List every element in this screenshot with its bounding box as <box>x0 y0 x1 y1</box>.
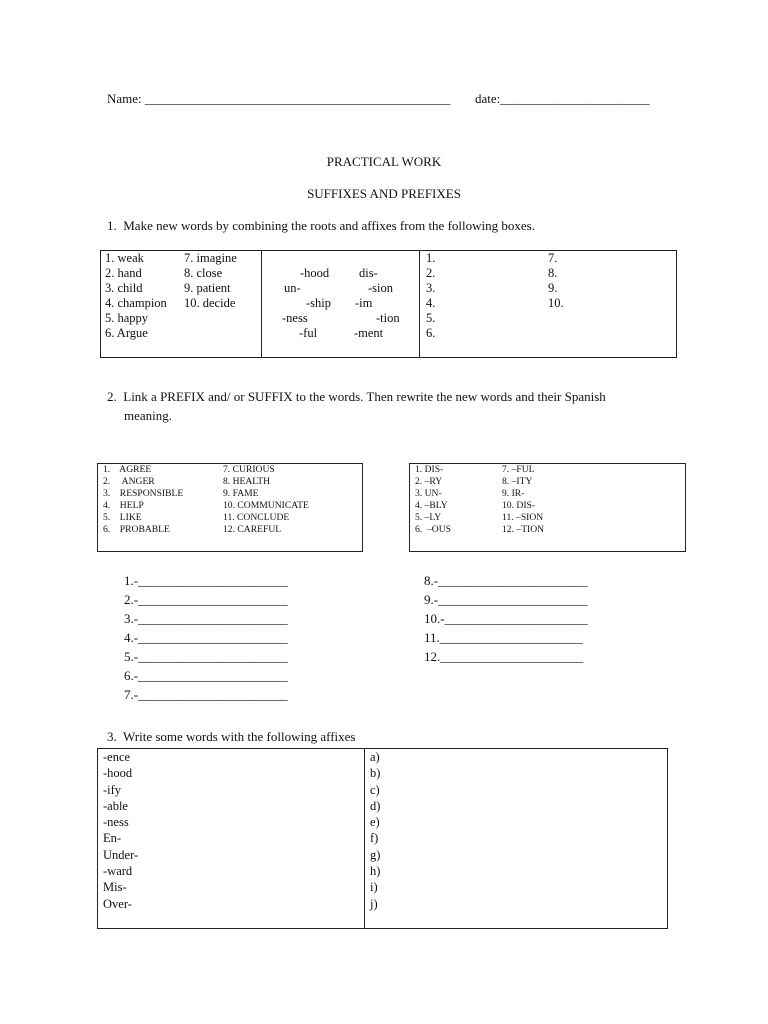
exercise2-affixes-right <box>502 464 544 536</box>
answer-slot[interactable]: 3. <box>426 281 436 295</box>
affix-item: -ment <box>354 326 384 340</box>
affix-item: 7. –FUL <box>502 464 535 475</box>
answer-slot[interactable]: 1. <box>426 251 436 265</box>
answer-slot[interactable]: 9. <box>548 281 558 295</box>
answer-slot[interactable]: g) <box>370 847 381 862</box>
affix-item: -sion <box>368 281 393 295</box>
affix-item: En- <box>103 831 122 846</box>
root-item: 10. decide <box>184 296 236 310</box>
word-item: 5. LIKE <box>103 512 142 523</box>
affix-item: -ify <box>103 782 122 797</box>
root-item: 3. child <box>105 281 143 295</box>
page-title: PRACTICAL WORK <box>326 154 442 169</box>
root-item: 8. close <box>184 266 223 280</box>
word-item: 10. COMMUNICATE <box>223 500 309 511</box>
answer-slot[interactable]: 5. <box>426 311 436 325</box>
answer-line[interactable]: 9.-_______________________ <box>424 592 588 607</box>
affix-item: -ward <box>103 864 133 879</box>
affix-item: dis- <box>359 266 378 280</box>
answer-line[interactable]: 6.-_______________________ <box>124 668 288 683</box>
affix-item: 2. –RY <box>415 476 443 487</box>
affix-item: -ness <box>103 815 129 830</box>
root-item: 1. weak <box>105 251 144 265</box>
affix-item: -ness <box>282 311 308 325</box>
affix-item: 5. –LY <box>415 512 442 523</box>
page-subtitle: SUFFIXES AND PREFIXES <box>307 186 461 201</box>
exercise1-instruction: 1. Make new words by combining the roots and affixes from the following boxes. <box>107 218 535 233</box>
answer-slot[interactable]: b) <box>370 766 381 781</box>
affix-item: -im <box>355 296 373 310</box>
exercise2-words-right <box>223 464 309 536</box>
word-item: 4. HELP <box>103 500 144 511</box>
answer-slot[interactable]: j) <box>370 896 378 911</box>
exercise2-words-left <box>103 464 183 536</box>
affix-item: -hood <box>103 766 133 781</box>
date-field[interactable]: date:_______________________ <box>475 91 650 106</box>
word-item: 1. AGREE <box>103 464 152 475</box>
answer-line[interactable]: 2.-_______________________ <box>124 592 288 607</box>
answer-slot[interactable]: f) <box>370 831 379 846</box>
root-item: 2. hand <box>105 266 142 280</box>
exercise1-divider-1 <box>261 250 262 358</box>
answer-line[interactable]: 1.-_______________________ <box>124 573 288 588</box>
answer-slot[interactable]: c) <box>370 782 380 797</box>
exercise1-divider-2 <box>419 250 420 358</box>
affix-item: 9. IR- <box>502 488 525 499</box>
answer-line[interactable]: 7.-_______________________ <box>124 687 288 702</box>
answer-line[interactable]: 4.-_______________________ <box>124 630 288 645</box>
affix-item: 12. –TION <box>502 524 545 535</box>
word-item: 9. FAME <box>223 488 259 499</box>
root-item: 9. patient <box>184 281 231 295</box>
word-item: 11. CONCLUDE <box>223 512 290 523</box>
exercise3-table <box>97 748 668 929</box>
affix-item: 11. –SION <box>502 512 544 523</box>
answer-slot[interactable]: 4. <box>426 296 436 310</box>
answer-line[interactable]: 12.______________________ <box>424 649 584 664</box>
affix-item: -ship <box>306 296 331 310</box>
answer-slot[interactable]: h) <box>370 864 381 879</box>
exercise2-answers-left <box>124 571 288 704</box>
exercise2-instruction-cont: meaning. <box>124 408 173 423</box>
affix-item: un- <box>284 281 301 295</box>
affix-item: -able <box>103 798 128 813</box>
answer-slot[interactable]: 2. <box>426 266 436 280</box>
affix-item: Under- <box>103 847 139 862</box>
affix-item: -ence <box>103 750 131 764</box>
word-item: 8. HEALTH <box>223 476 271 487</box>
affix-item: 1. DIS- <box>415 464 444 475</box>
affix-item: Mis- <box>103 880 127 895</box>
exercise3-letters <box>370 749 380 912</box>
exercise2-affixes-left <box>415 464 451 536</box>
exercise1-roots-left <box>105 251 167 341</box>
affix-item: 8. –ITY <box>502 476 533 487</box>
exercise3-instruction: 3. Write some words with the following affixes <box>107 729 356 744</box>
exercise1-answers-left <box>426 251 435 341</box>
exercise3-divider <box>364 748 365 929</box>
root-item: 7. imagine <box>184 251 237 265</box>
answer-slot[interactable]: 10. <box>548 296 564 310</box>
root-item: 4. champion <box>105 296 167 310</box>
affix-item: -hood <box>300 266 330 280</box>
affix-item: Over- <box>103 896 132 911</box>
answer-slot[interactable]: e) <box>370 815 380 830</box>
name-field[interactable]: Name: _______________________________________________ <box>107 91 451 106</box>
answer-line[interactable]: 8.-_______________________ <box>424 573 588 588</box>
answer-slot[interactable]: a) <box>370 750 380 764</box>
answer-slot[interactable]: d) <box>370 798 381 813</box>
affix-item: 10. DIS- <box>502 500 536 511</box>
root-item: 5. happy <box>105 311 149 325</box>
word-item: 2. ANGER <box>103 476 155 487</box>
affix-item: 3. UN- <box>415 488 442 499</box>
word-item: 7. CURIOUS <box>223 464 275 475</box>
exercise1-roots-right <box>184 251 237 311</box>
affix-item: 6. –OUS <box>415 524 451 535</box>
answer-line[interactable]: 5.-_______________________ <box>124 649 288 664</box>
affix-item: 4. –BLY <box>415 500 448 511</box>
word-item: 6. PROBABLE <box>103 524 170 535</box>
word-item: 12. CAREFUL <box>223 524 282 535</box>
answer-line[interactable]: 11.______________________ <box>424 630 583 645</box>
answer-slot[interactable]: 6. <box>426 326 436 340</box>
answer-line[interactable]: 3.-_______________________ <box>124 611 288 626</box>
exercise1-answers-right <box>548 251 564 311</box>
answer-line[interactable]: 10.-______________________ <box>424 611 588 626</box>
exercise2-instruction: 2. Link a PREFIX and/ or SUFFIX to the words. Then rewrite the new words and their Spanish <box>107 389 606 404</box>
affix-item: -ful <box>299 326 318 340</box>
root-item: 6. Argue <box>105 326 148 340</box>
answer-slot[interactable]: i) <box>370 880 378 895</box>
affix-item: -tion <box>376 311 400 325</box>
answer-slot[interactable]: 8. <box>548 266 558 280</box>
word-item: 3. RESPONSIBLE <box>103 488 184 499</box>
exercise3-affixes <box>103 749 138 912</box>
exercise2-answers-right <box>424 571 588 666</box>
answer-slot[interactable]: 7. <box>548 251 558 265</box>
